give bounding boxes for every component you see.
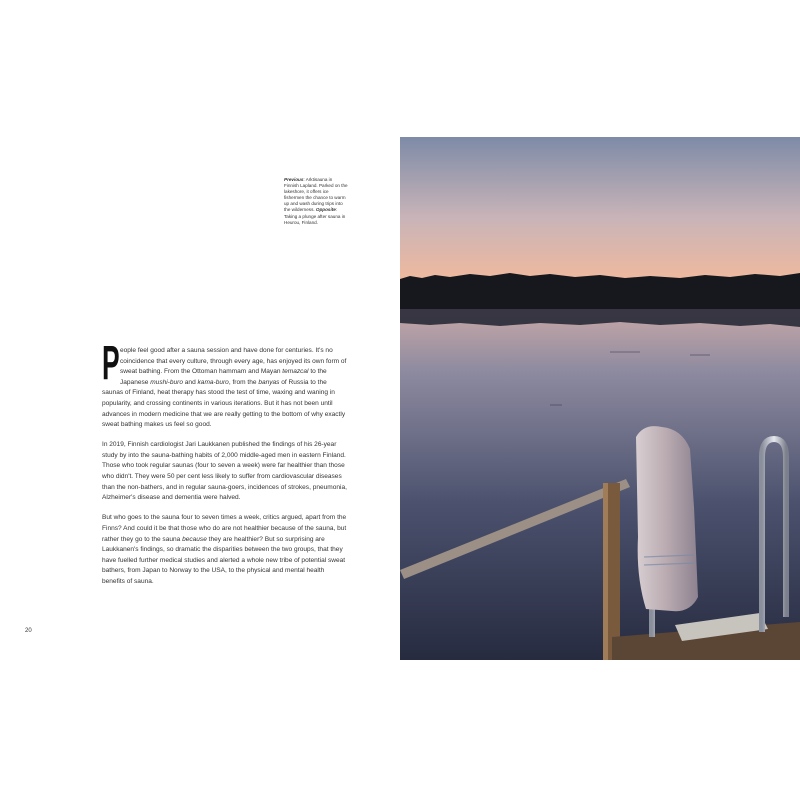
p1-text-c: and	[182, 378, 198, 386]
left-page	[0, 137, 400, 660]
p3-because: because	[182, 535, 207, 543]
article-body	[102, 337, 348, 597]
magazine-spread	[0, 137, 800, 660]
caption-previous-label: Previous	[284, 177, 304, 182]
caption-previous-text: : Arktisauna in Finnish Lapland. Parked on the lakeshore, it offers ice fishermen the chance to warm up and wash during trips into the wilderness.	[284, 177, 348, 213]
photo-caption	[284, 177, 348, 226]
p3-text-a: But who goes to the sauna four to seven times a week, critics argued, apart from the Finns? And could it be that those who do are not healthier because of the sauna, but rather they go to the sauna	[102, 514, 347, 543]
lake-water	[400, 309, 800, 660]
p1-temazcal: temazcal	[282, 368, 309, 376]
caption-opposite-text: : Taking a plunge after sauna in Heurou, Finland.	[284, 207, 346, 225]
caption-opposite-label: Opposite	[315, 207, 336, 213]
p1-kamaburo: kama-buro	[197, 378, 229, 386]
post-highlight	[603, 483, 608, 660]
sky	[400, 137, 800, 285]
p1-banyas: banyas	[258, 378, 280, 386]
page-number: 20	[25, 628, 32, 634]
lake-dusk-photo	[400, 137, 800, 660]
towel	[636, 426, 698, 611]
paragraph-3	[102, 513, 348, 587]
paragraph-2: In 2019, Finnish cardiologist Jari Laukkanen published the findings of his 26-year study by into the sauna-bathing habits of 2,000 middle-aged men in eastern Finland. Those who took regular saunas (four to seven a week) were far healthier than those who didn't. They were 50 per cent less likely to suffer from cardiovascular diseases than the non-bathers, and in regular sauna-goers, incidences of strokes, pneumonia, Alzheimer's disease and dementia were halved.	[102, 441, 347, 502]
p1-text-a: eople feel good after a sauna session and have done for centuries. It's no coincidence that every culture, through every age, has enjoyed its own form of sweat bathing. From the Ottoman hammam and Mayan	[120, 347, 347, 376]
p1-text-b: to the Japanese	[120, 368, 327, 386]
p1-text-e: of Russia to the saunas of Finland, heat therapy has stood the test of time, waxing and waning in popularity, and crossing continents in various iterations. But it has not been until advances in modern medicine that we are really getting to the bottom of why exactly sweat bathing makes us feel so good.	[102, 378, 346, 429]
paragraph-1	[102, 337, 348, 431]
tree-line	[400, 273, 800, 315]
p3-text-b: they are healthier? But so surprising are Laukkanen's findings, so dramatic the disparities between the two groups, that they have fuelled further medical studies and alerted a whole new tribe of potential sweat bathers, from Japan to Norway to the USA, to the physical and mental health benefits of sauna.	[102, 535, 346, 585]
photo-svg	[400, 137, 800, 660]
p1-mushiburo: mushi-buro	[150, 378, 183, 386]
drop-cap: P	[102, 337, 120, 390]
p1-text-d: , from the	[228, 378, 259, 386]
